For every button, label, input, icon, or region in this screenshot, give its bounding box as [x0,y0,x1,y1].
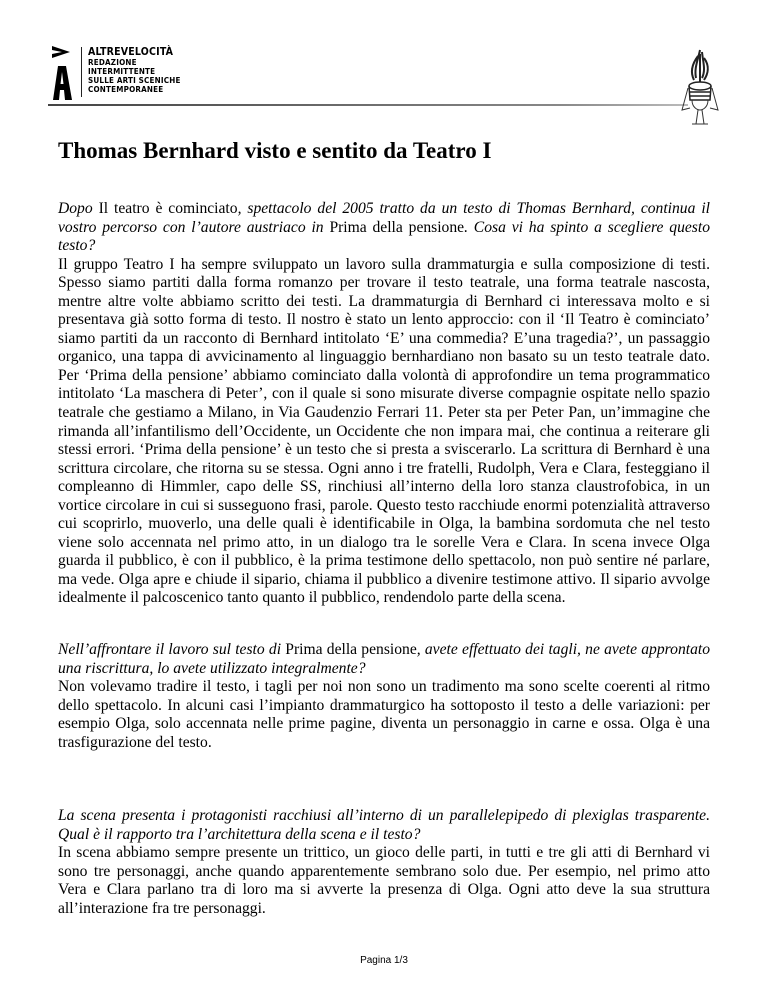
answer-line: siamo partiti da un racconto di Bernhard intitolato ‘E’ una commedia? E’una tragedia?’, un passaggio [58,329,710,347]
answer-line: trasfigurazione del testo. [58,733,212,751]
answer-line: cui scoprirlo, muoverlo, una delle quali è identificabile in Olga, la bambina sordomuta che nel testo [58,515,710,533]
answer-line: Per ‘Prima della pensione’ abbiamo cominciato dalla volontà di approfondire un tema programmatico [58,366,710,384]
title-reference: Prima della pensione [285,641,417,658]
answer-line: teatrale che gestiamo a Milano, in Via Gaudenzio Ferrari 11. Peter sta per Peter Pan, un’immagine che [58,404,710,422]
answer-line: guarda il pubblico, è con il pubblico, è la prima testimone dello spettacolo, non può sentire né parlare, [58,552,710,570]
answer-line: scrittura circolare, che ritorna su se stessa. Ogni anno i tre fratelli, Rudolph, Vera e Clara, festeggiano il [58,459,710,477]
interview-section [58,807,710,918]
answer-line: Vera e Clara parlano tra di loro ma si avverte la presenza di Olga. Ogni atto deve la sua struttura [58,881,710,899]
question-line [58,237,710,256]
question-line [58,219,710,238]
page-number: Pagina 1/3 [360,955,408,966]
question-text: , avete effettuato dei tagli, ne avete approntato [416,641,710,658]
logo-line: SULLE ARTI SCENICHE [88,76,181,85]
title-reference: Il teatro è cominciato [92,200,238,217]
answer-line: ma vede. Olga apre e chiude il sipario, chiama il pubblico a divenire testimone attivo. Il sipario avvolge [58,570,710,588]
logo-brand: ALTREVELOCITÀ [88,46,174,58]
logo-line: INTERMITTENTE [88,67,156,76]
answer-line: esempio Olga, solo accennata nelle prime pagine, diventa un personaggio in carne e ossa. Olga è una [58,715,710,733]
logo-divider [81,47,82,97]
question-text: Nell’affrontare il lavoro sul testo di [58,641,286,658]
answer-line: organico, una tappa di avvicinamento al linguaggio bernhardiano non basato su un testo teatrale dato. [58,348,710,366]
answer-line: all’interazione fra tre personaggi. [58,899,266,917]
question-text: , spettacolo del 2005 tratto da un testo di Thomas Bernhard, continua il [237,200,710,217]
logo-text [88,46,181,94]
answer-line: dello spettacolo. In alcuni casi l’impianto drammaturgico ha sottoposto il testo a delle variazioni: per [58,696,710,714]
header-rule [48,104,688,106]
answer-line: sono tre personaggi, anche quando apparentemente sembrano solo due. Per esempio, nel primo atto [58,862,710,880]
altrevelocita-logo [48,44,188,104]
question-text: Dopo [58,200,93,217]
answer-line: Spesso siamo partiti dalla forma romanzo per trovare il testo teatrale, una forma teatrale nascosta, [58,274,710,292]
logo-line: CONTEMPORANEE [88,85,164,94]
answer-line: presentava già sotto forma di testo. Il nostro è stato un lento approccio: con il ‘Il Teatro è cominciato’ [58,311,710,329]
question-text: Qual è il rapporto tra l’architettura della scena e il testo? [58,825,421,843]
answer-line: viene solo accennata nel primo atto, in un dialogo tra le sorelle Vera e Clara. In scena invece Olga [58,533,710,551]
answer-line: rimanda all’infantilismo dell’Occidente, un Occidente che non impara mai, che continua a reiterare gli [58,422,710,440]
interview-section [58,200,710,608]
answer-line: compleanno di Himmler, capo delle SS, rinchiusi all’interno della loro stanza claustrofobica, in un [58,478,710,496]
answer-line: stessi errori. ‘Prima della pensione’ è un testo che si presta a sviscerarlo. La scrittura di Bernhard è una [58,441,710,459]
answer-line: Il gruppo Teatro I ha sempre sviluppato un lavoro sulla drammaturgia e sulla composizione di testi. [58,255,710,273]
logo-line: REDAZIONE [88,58,137,67]
question-text: vostro percorso con l’autore austriaco in [58,218,330,236]
interview-section [58,641,710,752]
answer-line: In scena abbiamo sempre presente un trittico, un gioco delle parti, in tutti e tre gli atti di Bernhard vi [58,844,710,862]
question-line [58,200,710,219]
answer-line: vortice circolare in cui si susseguono frasi, parole. Questo testo racchiude enormi potenzialità attraverso [58,496,710,514]
question-text: . Cosa vi ha spinto a scegliere questo [464,218,711,236]
question-line [58,641,710,660]
sketch-figure-icon [670,48,730,128]
answer-line: idealmente il palcoscenico tanto quanto il pubblico, rendendolo parte della scena. [58,589,566,607]
question-text: La scena presenta i protagonisti racchiusi all’interno di un parallelepipedo di plexiglas trasparente. [58,807,710,824]
question-text: una riscrittura, lo avete utilizzato integralmente? [58,659,366,677]
question-line [58,660,710,679]
question-line [58,807,710,826]
answer-line: mentre altre volte abbiamo scritto dei testi. La drammaturgia di Bernhard ci interessava molto e si [58,292,710,310]
page-title: Thomas Bernhard visto e sentito da Teatro I [58,138,492,163]
answer-line: Non volevamo tradire il testo, i tagli per noi non sono un tradimento ma sono scelte coerenti al ritmo [58,678,710,696]
answer-line: intitolato ‘La maschera di Peter’, con il quale si sono misurate diverse compagnie ospitate nello spazio [58,385,710,403]
title-reference: Prima della pensione [329,218,465,236]
logo-a-mark-icon [48,44,76,100]
question-text: testo? [58,237,96,255]
question-line [58,826,710,845]
